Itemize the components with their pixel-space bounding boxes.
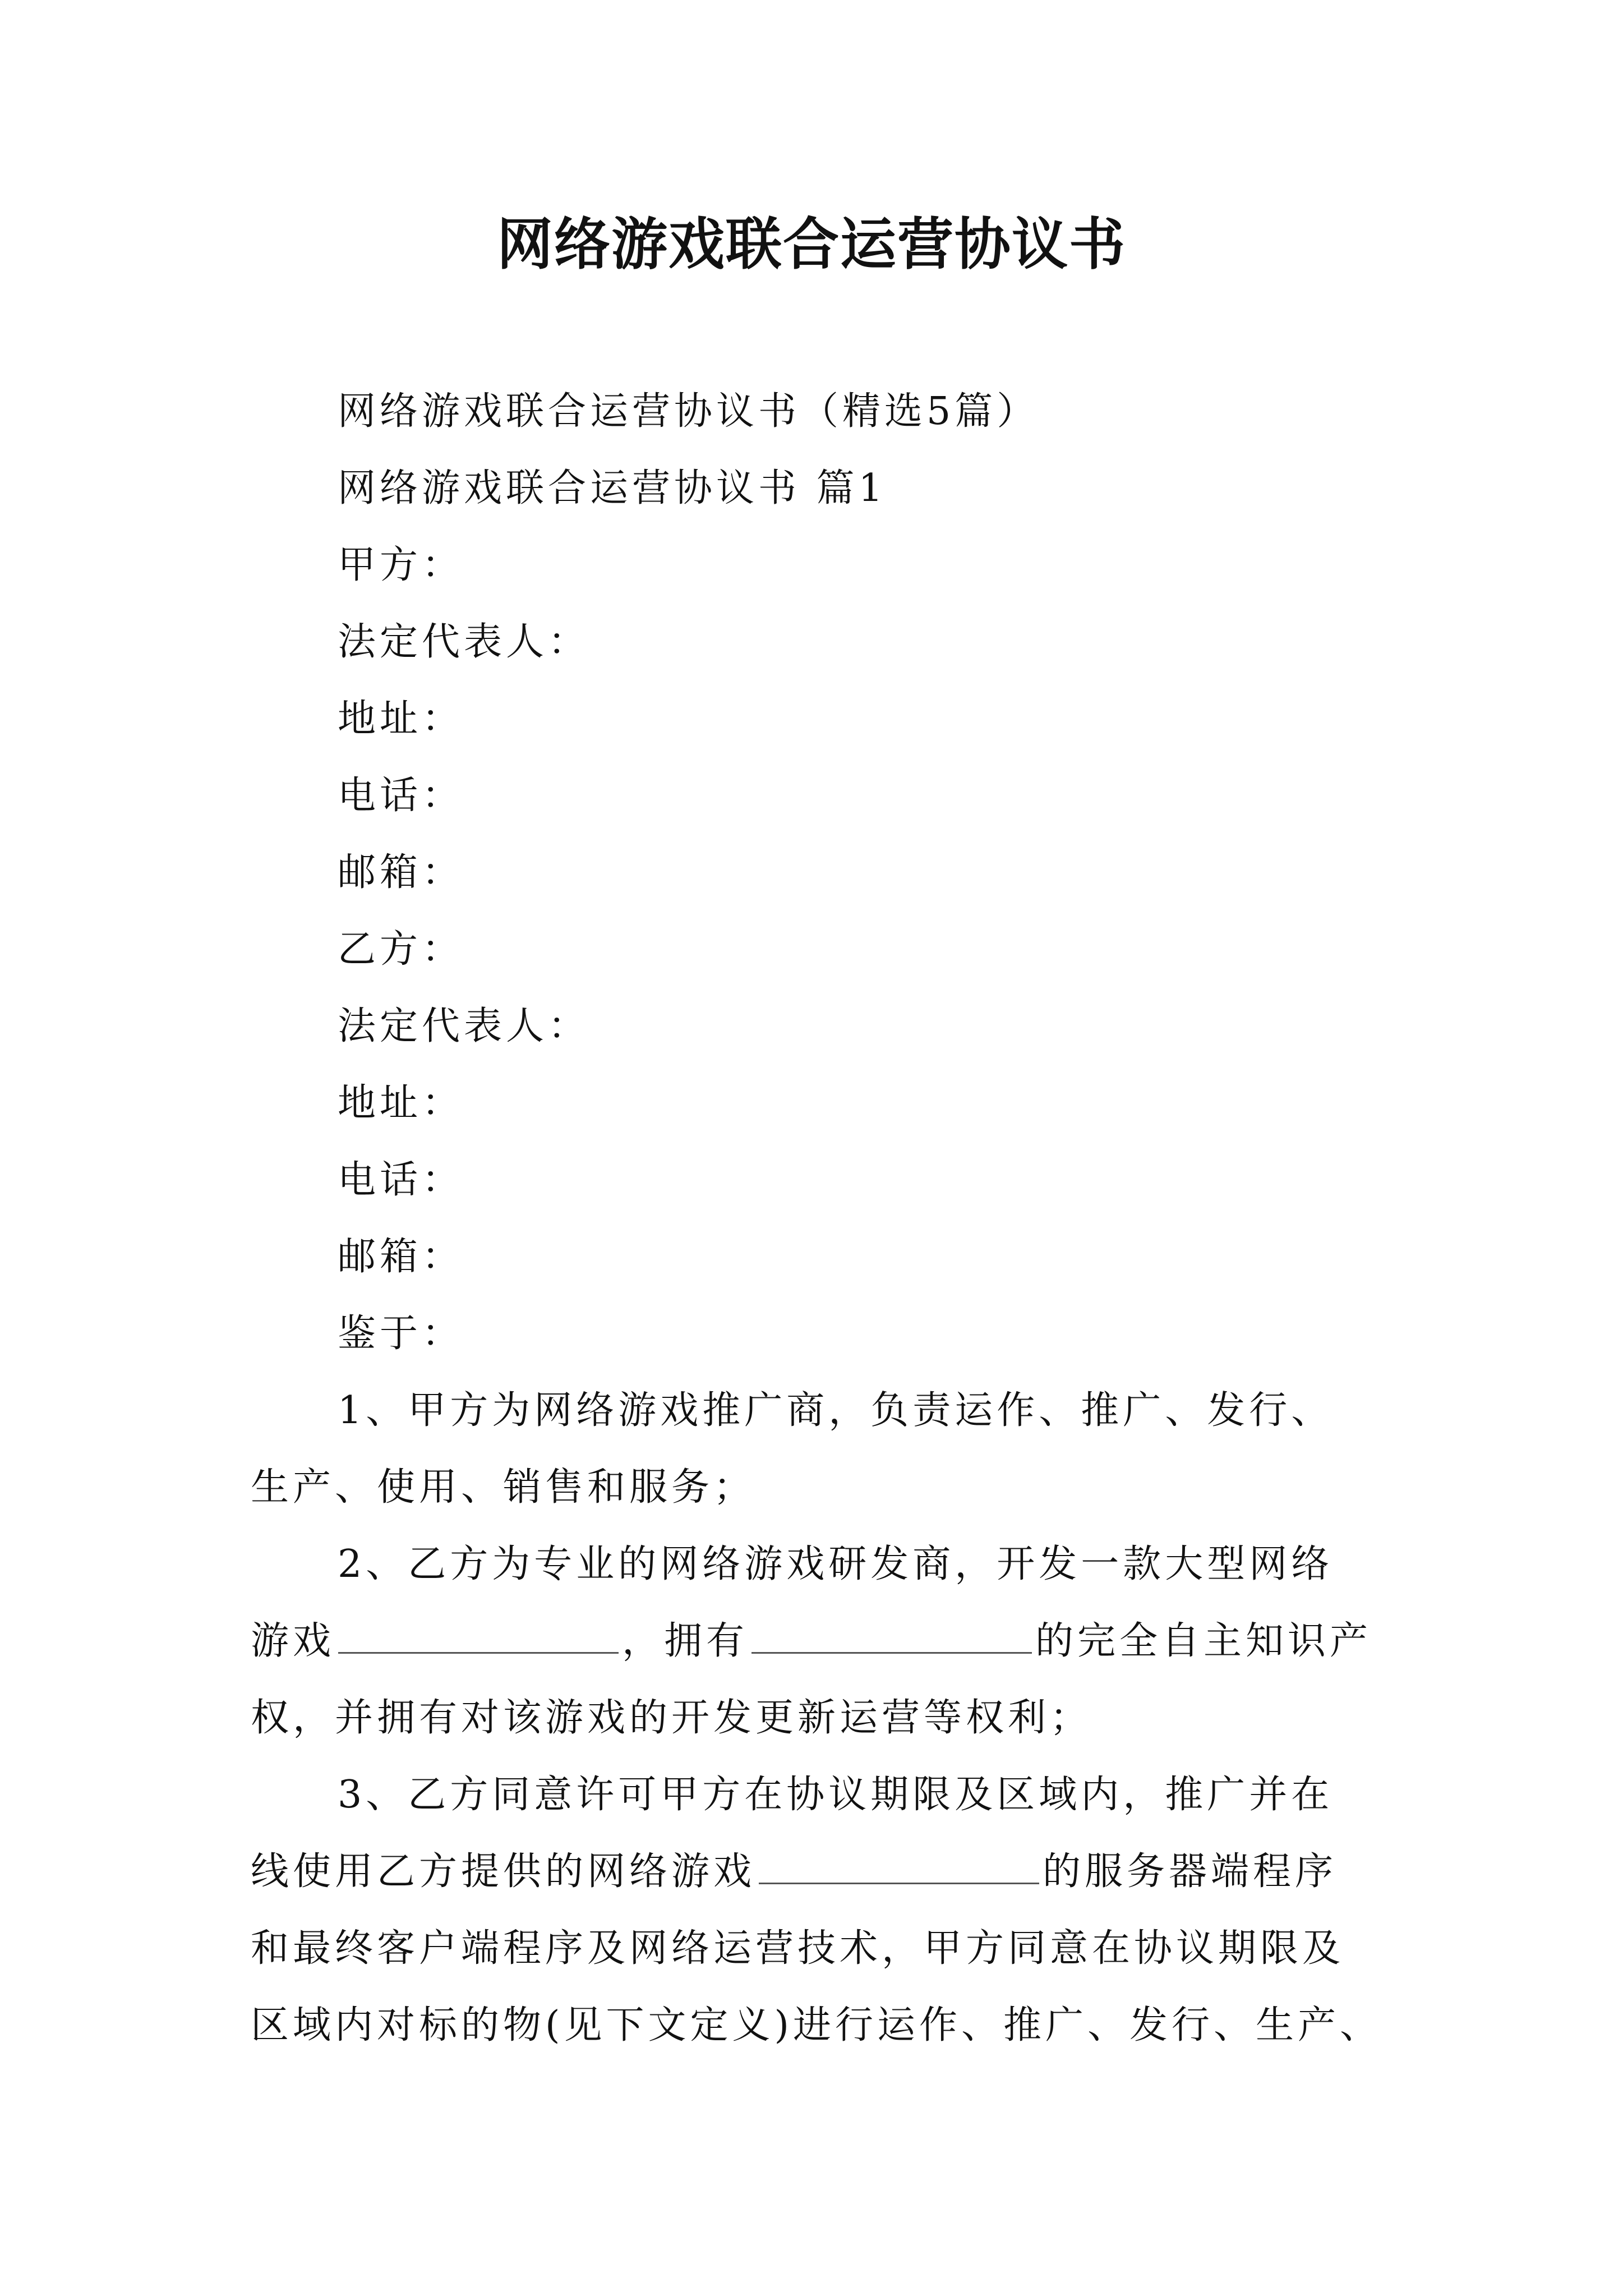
party-a-address: 地址：: [338, 697, 464, 741]
party-a-label: 甲方：: [338, 543, 464, 587]
whereas-label: 鉴于：: [338, 1312, 464, 1356]
clause1-line2: 生产、使用、销售和服务；: [251, 1465, 756, 1510]
clause2-line3: 权，并拥有对该游戏的开发更新运营等权利；: [251, 1696, 1092, 1740]
clause3-line3: 和最终客户端程序及网络运营技术，甲方同意在协议期限及: [251, 1926, 1345, 1971]
clause2-text-c: 的完全自主知识产: [1035, 1619, 1372, 1663]
ip-blank: [751, 1650, 1032, 1654]
party-b-rep: 法定代表人：: [338, 1004, 591, 1048]
document-title: 网络游戏联合运营协议书: [497, 211, 1126, 277]
clause3-text-a: 线使用乙方提供的网络游戏: [251, 1849, 756, 1894]
clause2-text-b: ，拥有: [622, 1619, 749, 1663]
party-a-email: 邮箱：: [338, 850, 464, 895]
party-b-email: 邮箱：: [338, 1235, 464, 1279]
section-heading: 网络游戏联合运营协议书 篇1: [338, 466, 887, 510]
party-b-label: 乙方：: [338, 927, 464, 972]
clause2-line2: [251, 1603, 1389, 1680]
clause2-line1: 2、乙方为专业的网络游戏研发商，开发一款大型网络: [338, 1542, 1334, 1586]
document-body: [251, 373, 1389, 2064]
party-b-phone: 电话：: [338, 1158, 464, 1202]
clause2-text-a: 游戏: [251, 1619, 335, 1663]
game-title-blank: [759, 1880, 1039, 1884]
clause3-line4: 区域内对标的物(见下文定义)进行运作、推广、发行、生产、: [251, 2003, 1382, 2047]
clause3-line2: [251, 1833, 1389, 1910]
party-a-rep: 法定代表人：: [338, 620, 591, 664]
clause3-line1: 3、乙方同意许可甲方在协议期限及区域内，推广并在: [338, 1773, 1334, 1817]
clause3-text-b: 的服务器端程序: [1043, 1849, 1338, 1894]
subtitle-line: 网络游戏联合运营协议书（精选5篇）: [338, 389, 1039, 434]
game-name-blank: [338, 1650, 619, 1654]
party-a-phone: 电话：: [338, 774, 464, 818]
party-b-address: 地址：: [338, 1081, 464, 1125]
clause1-line1: 1、甲方为网络游戏推广商，负责运作、推广、发行、: [338, 1388, 1334, 1433]
